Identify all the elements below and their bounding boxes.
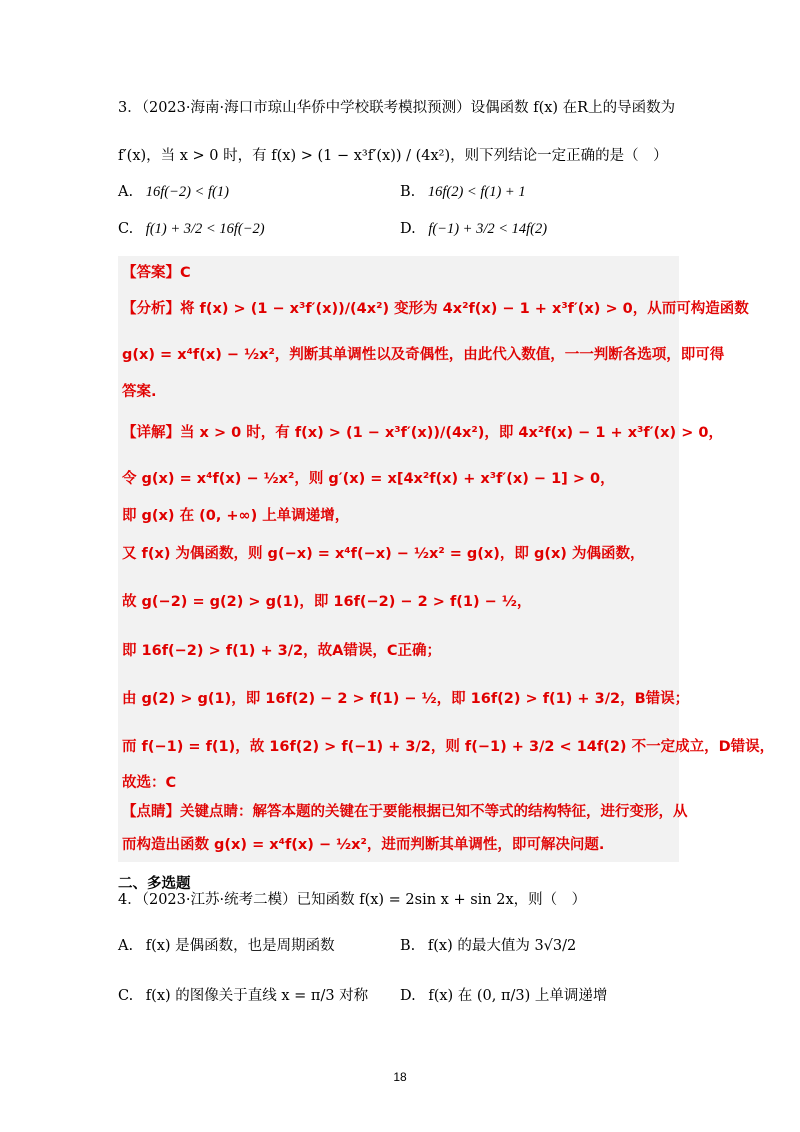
- option-text: 16f(2) < f(1) + 1: [427, 184, 526, 200]
- option-text: f(−1) + 3/2 < 14f(2): [428, 221, 548, 237]
- option-text: f(x) 的图像关于直线 x = π/3 对称: [145, 988, 369, 1004]
- q3-option-d: [400, 219, 547, 239]
- detail-line-7: [122, 688, 689, 710]
- q3-stem-line1: 3．（2023·海南·海口市琼山华侨中学校联考模拟预测）设偶函数 f(x) 在R上的导函数为: [118, 100, 676, 116]
- option-label: C.: [118, 221, 134, 237]
- detail-text: 由 g(2) > g(1)，即 16f(2) − 2 > f(1) − ½，即 16f(2) > f(1) + 3/2，B错误；: [122, 691, 690, 707]
- q3-option-a: [118, 182, 229, 202]
- option-text: f(1) + 3/2 < 16f(−2): [145, 221, 265, 237]
- analysis-tag: 【分析】: [122, 301, 180, 317]
- option-text: f(x) 在 (0, π/3) 上单调递增: [428, 988, 608, 1004]
- detail-text: 又 f(x) 为偶函数，则 g(−x) = x⁴f(−x) − ½x² = g(x)，即 g(x) 为偶函数，: [122, 546, 645, 562]
- answer-line: [122, 262, 191, 284]
- q4-option-a: [118, 936, 335, 956]
- option-label: B.: [400, 184, 416, 200]
- option-label: B.: [400, 938, 416, 954]
- detail-line-9: [122, 772, 176, 794]
- analysis-line-3: [122, 381, 157, 403]
- detail-text: 当 x > 0 时，有 f(x) > (1 − x³f′(x))/(4x²)，即 4x²f(x) − 1 + x³f′(x) > 0，: [180, 425, 723, 441]
- option-label: D.: [400, 988, 416, 1004]
- detail-line-6: [122, 640, 441, 662]
- page-number: 18: [393, 1070, 407, 1084]
- answer-value: C: [180, 265, 191, 281]
- q4-option-b: [400, 936, 576, 956]
- option-text: f(x) 的最大值为 3√3/2: [427, 938, 577, 954]
- detail-text: 令 g(x) = x⁴f(x) − ½x²，则 g′(x) = x[4x²f(x) + x³f′(x) − 1] > 0，: [122, 471, 615, 487]
- detail-line-4: [122, 543, 644, 565]
- detail-line-1: [122, 422, 723, 444]
- q3-option-b: [400, 182, 526, 202]
- option-label: D.: [400, 221, 416, 237]
- option-label: A.: [118, 938, 134, 954]
- detail-line-3: [122, 505, 349, 527]
- q4-option-c: [118, 986, 368, 1006]
- keypoint-line-2: [122, 834, 604, 856]
- q4-stem: 4．（2023·江苏·统考二模）已知函数 f(x) = 2sin x + sin 2x，则（ ）: [118, 892, 587, 908]
- option-label: C.: [118, 988, 134, 1004]
- option-label: A.: [118, 184, 134, 200]
- analysis-text: g(x) = x⁴f(x) − ½x²，判断其单调性以及奇偶性，由此代入数值，一一判断各选项，即可得: [122, 347, 725, 363]
- detail-line-5: [122, 591, 531, 613]
- detail-text: 故 g(−2) = g(2) > g(1)，即 16f(−2) − 2 > f(1) − ½，: [122, 594, 532, 610]
- option-text: 16f(−2) < f(1): [145, 184, 229, 200]
- analysis-text: 将 f(x) > (1 − x³f′(x))/(4x²) 变形为 4x²f(x) − 1 + x³f′(x) > 0，从而可构造函数: [180, 301, 749, 317]
- option-text: f(x) 是偶函数，也是周期函数: [145, 938, 335, 954]
- detail-text: 而 f(−1) = f(1)，故 16f(2) > f(−1) + 3/2，则 f(−1) + 3/2 < 14f(2) 不一定成立，D错误，: [122, 739, 775, 755]
- detail-text: 故选：C: [122, 775, 177, 791]
- answer-tag: 【答案】: [122, 265, 180, 281]
- detail-text: 即 16f(−2) > f(1) + 3/2，故A错误，C正确；: [122, 643, 442, 659]
- q4-option-d: [400, 986, 607, 1006]
- analysis-line-1: [122, 298, 749, 320]
- q3-stem-line2: f′(x)，当 x > 0 时，有 f(x) > (1 − x³f′(x)) / (4x²)，则下列结论一定正确的是（ ）: [118, 148, 668, 164]
- analysis-text: 答案.: [122, 384, 157, 400]
- keypoint-text: 关键点睛：解答本题的关键在于要能根据已知不等式的结构特征，进行变形，从: [180, 804, 688, 820]
- detail-text: 即 g(x) 在 (0, +∞) 上单调递增，: [122, 508, 350, 524]
- detail-line-8: [122, 736, 774, 758]
- analysis-line-2: [122, 344, 724, 366]
- detail-line-2: [122, 468, 615, 490]
- keypoint-line-1: [122, 801, 688, 823]
- keypoint-text: 而构造出函数 g(x) = x⁴f(x) − ½x²，进而判断其单调性，即可解决问题.: [122, 837, 605, 853]
- keypoint-tag: 【点睛】: [122, 804, 180, 820]
- section-heading: 二、多选题: [118, 876, 191, 892]
- detail-tag: 【详解】: [122, 425, 180, 441]
- q3-option-c: [118, 219, 265, 239]
